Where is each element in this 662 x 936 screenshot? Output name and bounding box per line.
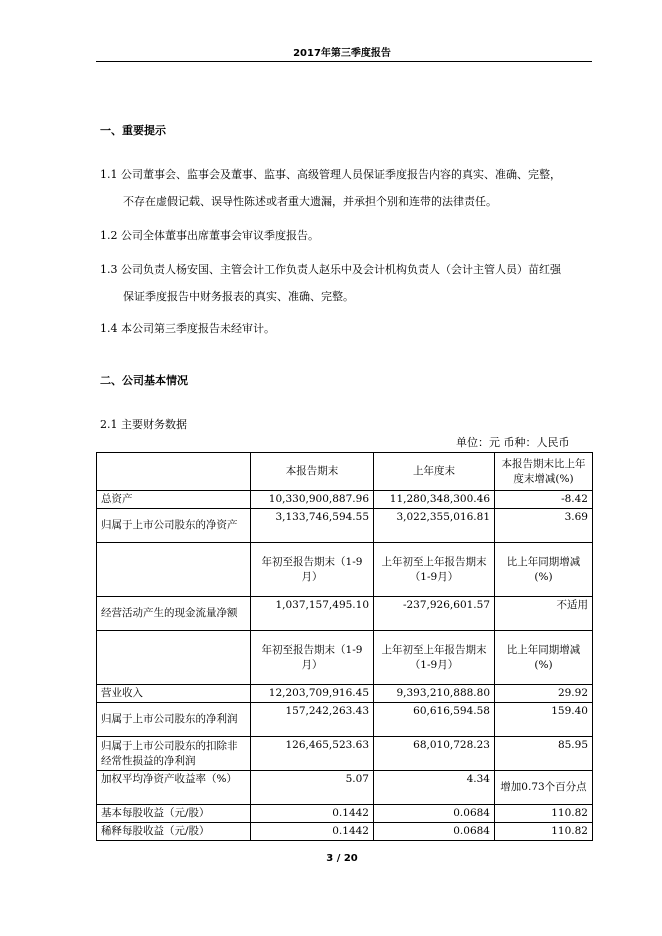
notice-1-1-line2: 不存在虚假记载、误导性陈述或者重大遗漏，并承担个别和连带的法律责任。 (123, 195, 497, 208)
table-cell: 增加0.73个百分点 (495, 771, 593, 805)
table-header-cell: 年初至报告期末（1-9月） (251, 631, 374, 685)
financial-data-table (96, 452, 593, 841)
table-cell: 0.0684 (374, 823, 495, 841)
table-header-row (97, 453, 593, 491)
row-label: 归属于上市公司股东的净利润 (97, 703, 251, 737)
table-cell: 0.0684 (374, 805, 495, 823)
table-cell: 5.07 (251, 771, 374, 805)
table-cell: 1,037,157,495.10 (251, 597, 374, 631)
table-cell: 0.1442 (251, 823, 374, 841)
table-header-cell: 本报告期末比上年度末增减(%) (495, 453, 593, 491)
section-heading-important-notes: 一、重要提示 (100, 124, 166, 137)
table-header-cell (97, 631, 251, 685)
table-cell: 10,330,900,887.96 (251, 491, 374, 509)
row-label: 营业收入 (97, 685, 251, 703)
row-label: 归属于上市公司股东的净资产 (97, 509, 251, 543)
table-header-cell: 上年度末 (374, 453, 495, 491)
table-header-cell: 上年初至上年报告期末（1-9月） (374, 543, 495, 597)
table-cell: 3.69 (495, 509, 593, 543)
notice-1-4: 1.4 本公司第三季度报告未经审计。 (100, 322, 275, 335)
subsection-heading-financial-data: 2.1 主要财务数据 (100, 418, 187, 431)
table-cell: 60,616,594.58 (374, 703, 495, 737)
page-header-title: 2017年第三季度报告 (293, 48, 391, 59)
table-cell: 110.82 (495, 823, 593, 841)
table-cell: 3,133,746,594.55 (251, 509, 374, 543)
table-cell: -237,926,601.57 (374, 597, 495, 631)
header-divider (96, 61, 592, 62)
table-cell: 不适用 (495, 597, 593, 631)
table-row (97, 509, 593, 543)
table-cell: 3,022,355,016.81 (374, 509, 495, 543)
table-row (97, 805, 593, 823)
table-cell: 9,393,210,888.80 (374, 685, 495, 703)
table-cell: 12,203,709,916.45 (251, 685, 374, 703)
page-number: 3 / 20 (326, 853, 358, 864)
table-row (97, 685, 593, 703)
row-label: 基本每股收益（元/股） (97, 805, 251, 823)
row-label: 总资产 (97, 491, 251, 509)
table-subheader-row (97, 631, 593, 685)
unit-currency-note: 单位：元 币种：人民币 (456, 436, 570, 449)
notice-1-2: 1.2 公司全体董事出席董事会审议季度报告。 (100, 229, 319, 242)
table-row (97, 491, 593, 509)
table-cell: 110.82 (495, 805, 593, 823)
table-cell: 85.95 (495, 737, 593, 771)
table-row (97, 703, 593, 737)
table-cell: 0.1442 (251, 805, 374, 823)
table-header-cell (97, 543, 251, 597)
table-header-cell: 比上年同期增减(%) (495, 631, 593, 685)
table-cell: 159.40 (495, 703, 593, 737)
table-cell: 68,010,728.23 (374, 737, 495, 771)
table-row (97, 771, 593, 805)
table-cell: 29.92 (495, 685, 593, 703)
table-cell: 4.34 (374, 771, 495, 805)
table-header-cell: 本报告期末 (251, 453, 374, 491)
table-header-cell (97, 453, 251, 491)
table-header-cell: 年初至报告期末（1-9月） (251, 543, 374, 597)
table-subheader-row (97, 543, 593, 597)
table-row (97, 737, 593, 771)
table-header-cell: 比上年同期增减(%) (495, 543, 593, 597)
table-header-cell: 上年初至上年报告期末（1-9月） (374, 631, 495, 685)
notice-1-1-line1: 1.1 公司董事会、监事会及董事、监事、高级管理人员保证季度报告内容的真实、准确、完整， (100, 168, 561, 181)
table-cell: -8.42 (495, 491, 593, 509)
row-label: 归属于上市公司股东的扣除非经常性损益的净利润 (97, 737, 251, 771)
section-heading-company-basics: 二、公司基本情况 (100, 374, 188, 387)
row-label: 经营活动产生的现金流量净额 (97, 597, 251, 631)
table-cell: 126,465,523.63 (251, 737, 374, 771)
table-row (97, 597, 593, 631)
notice-1-3-line2: 保证季度报告中财务报表的真实、准确、完整。 (123, 290, 354, 303)
table-row (97, 823, 593, 841)
notice-1-3-line1: 1.3 公司负责人杨安国、主管会计工作负责人赵乐中及会计机构负责人（会计主管人员）苗红强 (100, 263, 561, 276)
table-cell: 157,242,263.43 (251, 703, 374, 737)
table-cell: 11,280,348,300.46 (374, 491, 495, 509)
row-label: 稀释每股收益（元/股） (97, 823, 251, 841)
row-label: 加权平均净资产收益率（%） (97, 771, 251, 805)
